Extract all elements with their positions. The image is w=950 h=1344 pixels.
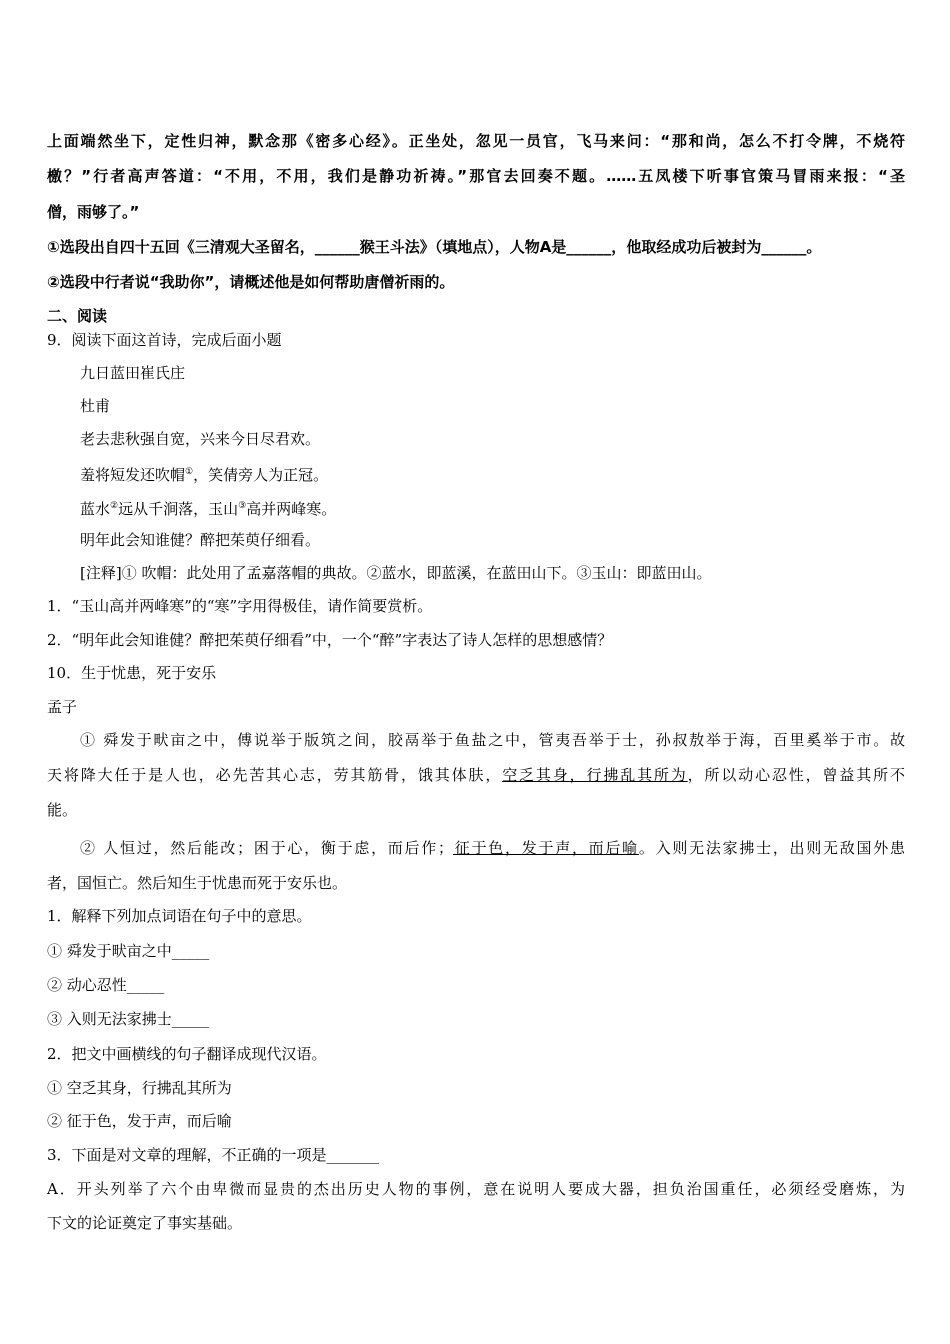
q10-item: 1．解释下列加点词语在句子中的意思。 <box>47 907 312 925</box>
text-line: 能。 <box>47 801 78 819</box>
text-line: 天将降大任于是人也，必先苦其心志，劳其筋骨，饿其体肤，空乏其身，行拂乱其所为，所以动心忍性，曾益其所不 <box>47 766 905 784</box>
poem-line: 蓝水②远从千涧落，玉山③高并两峰寒。 <box>80 500 337 518</box>
q10-item: ① 舜发于畎亩之中_____ <box>47 942 210 960</box>
q10-title: 10．生于忧患，死于安乐 <box>47 664 217 682</box>
poem-note: [注释]① 吹帽：此处用了孟嘉落帽的典故。②蓝水，即蓝溪，在蓝田山下。③玉山：即蓝田山。 <box>80 564 712 582</box>
q10-item: 3．下面是对文章的理解，不正确的一项是_______ <box>47 1146 380 1164</box>
section-heading: 二、阅读 <box>47 307 108 325</box>
q10-item: ③ 入则无法家拂士_____ <box>47 1010 210 1028</box>
text-line: 者，国恒亡。然后知生于忧患而死于安乐也。 <box>47 874 348 892</box>
passage-line: 檄？”行者高声答道：“不用，不用，我们是静功祈祷。”那官去回奏不题。……五凤楼下听事官策马冒雨来报：“圣 <box>47 167 905 185</box>
text-line: ① 舜发于畎亩之中，傅说举于版筑之间，胶鬲举于鱼盐之中，管夷吾举于士，孙叔敖举于海，百里奚举于市。故 <box>80 731 905 749</box>
poem-line: 明年此会知谁健？醉把茱萸仔细看。 <box>80 531 321 549</box>
q10-item: ② 动心忍性_____ <box>47 976 165 994</box>
poem-title: 九日蓝田崔氏庄 <box>80 364 186 382</box>
passage-line: 僧，雨够了。” <box>47 203 140 221</box>
question-1: ①选段出自四十五回《三清观大圣留名，______猴王斗法》（填地点），人物A是______，他取经成功后被封为______。 <box>47 238 822 256</box>
poem-author: 杜甫 <box>80 397 111 415</box>
option-a: 下文的论证奠定了事实基础。 <box>47 1214 243 1232</box>
question-2: ②选段中行者说“我助你”，请概述他是如何帮助唐僧祈雨的。 <box>47 273 455 291</box>
q10-item: ② 征于色，发于声，而后喻 <box>47 1112 232 1130</box>
q9-question: 1．“玉山高并两峰寒”的“寒”字用得极佳，请作简要赏析。 <box>47 597 433 615</box>
option-a: A．开头列举了六个由卑微而显贵的杰出历史人物的事例，意在说明人要成大器，担负治国重任，必须经受磨炼，为 <box>47 1180 905 1198</box>
q10-item: ① 空乏其身，行拂乱其所为 <box>47 1079 232 1097</box>
poem-line: 羞将短发还吹帽①，笑倩旁人为正冠。 <box>80 466 329 484</box>
q10-author: 孟子 <box>47 698 78 716</box>
poem-line: 老去悲秋强自宽，兴来今日尽君欢。 <box>80 430 321 448</box>
q9-prompt: 9．阅读下面这首诗，完成后面小题 <box>47 331 282 349</box>
q10-item: 2．把文中画横线的句子翻译成现代汉语。 <box>47 1045 327 1063</box>
passage-line: 上面端然坐下，定性归神，默念那《密多心经》。正坐处，忽见一员官，飞马来问：“那和尚，怎么不打令牌，不烧符 <box>47 132 905 150</box>
text-line: ② 人恒过，然后能改；困于心，衡于虑，而后作；征于色，发于声，而后喻。入则无法家拂士，出则无敌国外患 <box>80 839 905 857</box>
q9-question: 2．“明年此会知谁健？醉把茱萸仔细看”中，一个“醉”字表达了诗人怎样的思想感情？ <box>47 631 613 649</box>
